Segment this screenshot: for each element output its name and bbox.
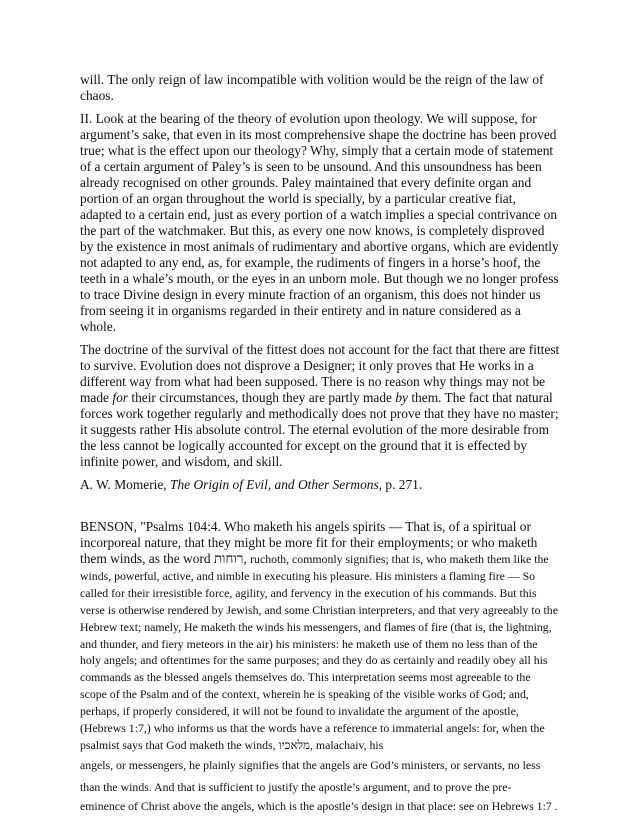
- paragraph-survival-fittest: [80, 342, 560, 470]
- text-run: them. The fact that natural forces work together regularly and methodically does not prove that they have no master; it suggests rather His absolute control. The eternal evolution of the more desirable from the less cannot be logically accounted for except on the ground that it is effected by infinite power, and wisdom, and skill.: [80, 390, 559, 469]
- citation-momerie: [80, 477, 560, 493]
- document-page: [80, 72, 560, 814]
- benson-head: BENSON, "Psalms 104:4. Who maketh his angels spirits — That is, of a spiritual or incorporeal nature, that they might be more fit for their employments; or who maketh them winds, as the word רוחות,: [80, 519, 538, 566]
- benson-body: ruchoth, commonly signifies; that is, who maketh them like the winds, powerful, active, and nimble in executing his pleasure. His ministers a flaming fire — So called for their irresistible force, agility, and fervency in the execution of his commands. But this verse is otherwise rendered by Jewish, and some Christian interpreters, and that very agreeably to the Hebrew text; namely, He maketh the winds his messengers, and flames of fire (that is, the lightning, and thunder, and fiery meteors in the air) his ministers: he maketh use of them no less than of the holy angels; and oftentimes for the same purposes; and they do as certainly and readily obey all his commands as the blessed angels themselves do. This interpretation seems most agreeable to the scope of the Psalm and of the context, wherein he is speaking of the visible works of God; and, perhaps, if properly considered, it will not be found to invalidate the argument of the apostle, (Hebrews 1:7,) who informs us that the words have a reference to immaterial angels: for, when the psalmist says that God maketh the winds, מלאכיו, malachaiv, his: [80, 552, 558, 752]
- text-run: their circumstances, though they are partly made: [128, 390, 396, 405]
- citation-author: A. W. Momerie,: [80, 477, 171, 492]
- benson-commentary: [80, 519, 560, 814]
- emphasis-for: for: [112, 390, 128, 405]
- citation-title: The Origin of Evil, and Other Sermons,: [170, 477, 383, 492]
- emphasis-by: by: [395, 390, 408, 405]
- paragraph-evolution-theology: II. Look at the bearing of the theory of evolution upon theology. We will suppose, for argument’s sake, that even in its most comprehensive shape the doctrine has been proved true; what is the effect upon our theology? Why, simply that a certain mode of statement of a certain argument of Paley’s is seen to be unsound. And this unsoundness has been already recognised on other grounds. Paley maintained that every definite organ and portion of an organ throughout the world is specially, by a particular creative fiat, adapted to a certain end, just as every portion of a watch implies a special contrivance on the part of the watchmaker. But this, as every one now knows, is completely disproved by the existence in most animals of rudimentary and abortive organs, which are evidently not adapted to any end, as, for example, the rudiments of fingers in a horse’s hoof, the teeth in a whale’s mouth, or the eyes in an unborn mole. But though we no longer profess to trace Divine design in every minute fraction of an organism, this does not hinder us from seeing it in organisms regarded in their entirety and in nature considered as a whole.: [80, 111, 559, 334]
- benson-tail: eminence of Christ above the angels, which is the apostle’s design in that place: see on Hebrews 1:7 .: [80, 798, 558, 813]
- text-run: The doctrine of the survival of the fittest does not account for the fact that there are fittest to survive. Evolution does not disprove a Designer; it only proves that He works in a different way from what had been supposed. There is no reason why things may not be made: [80, 342, 560, 405]
- benson-loose-lines: angels, or messengers, he plainly signifies that the angels are God’s ministers, or servants, no less than the winds. And that is sufficient to justify the apostle’s argument, and to prove the pre-: [80, 757, 541, 794]
- paragraph-law-of-chaos: will. The only reign of law incompatible with volition would be the reign of the law of chaos.: [80, 72, 544, 103]
- benson-heading-text: [80, 519, 560, 754]
- citation-page: p. 271.: [382, 477, 423, 492]
